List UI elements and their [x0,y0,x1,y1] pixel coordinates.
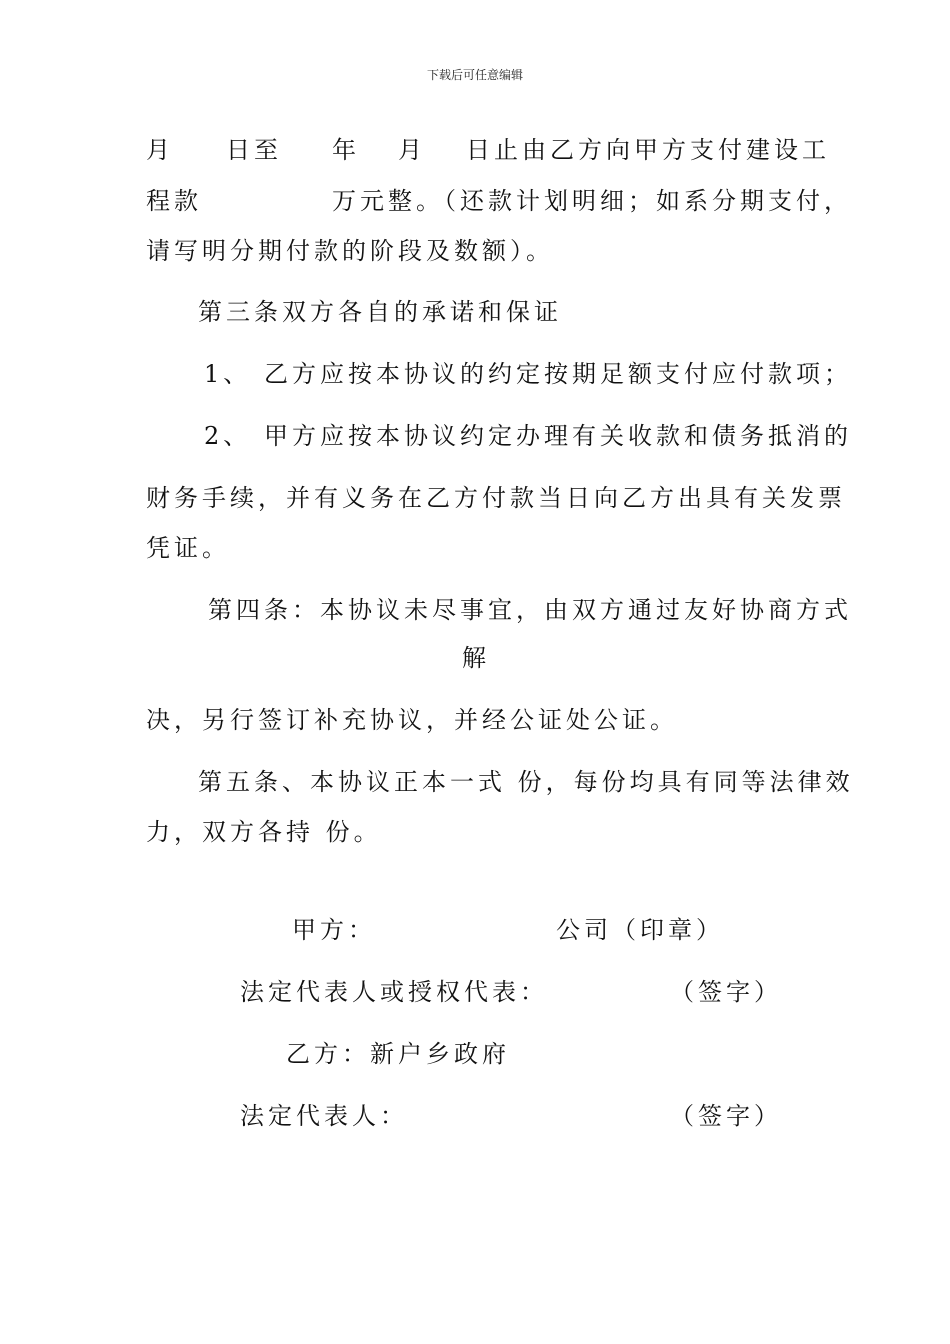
clause5-line2: 力，双方各持 份。 [146,818,382,846]
party-b-signature-label: （签字） [670,1102,782,1130]
payment-amount-sentence: 万元整。（还款计划明细；如系分期支付， [332,187,852,215]
clause5-line1: 第五条、本协议正本一式 份，每份均具有同等法律效 [198,768,854,796]
party-a-signature-label: （签字） [670,978,782,1006]
clause3-item2-continuation-end: 凭证。 [146,534,230,562]
clause3-item1-text: 乙方应按本协议的约定按期足额支付应付款项； [264,360,852,388]
date-year-label: 年 [332,136,360,164]
payment-sentence-line1: 日止由乙方向甲方支付建设工 [466,136,830,164]
payment-plan-note: 请写明分期付款的阶段及数额）。 [146,237,554,265]
clause4-line1: 第四条：本协议未尽事宜，由双方通过友好协商方式 [208,596,852,624]
party-a-representative-label: 法定代表人或授权代表： [240,978,548,1006]
clause3-item1-number: 1、 [204,360,252,388]
date-month-label: 月 [146,136,174,164]
clause3-title: 第三条双方各自的承诺和保证 [198,298,562,326]
party-a-company-seal: 公司（印章） [556,916,724,944]
date-day-to-label: 日至 [226,136,282,164]
party-a-label: 甲方： [292,916,376,944]
clause3-item2-number: 2、 [204,422,252,450]
clause4-line3: 决，另行签订补充协议，并经公证处公证。 [146,706,678,734]
party-b-label: 乙方：新户乡政府 [286,1040,510,1068]
clause4-line2: 解 [462,644,490,672]
page-header-note: 下载后可任意编辑 [426,68,523,82]
date-month2-label: 月 [398,136,426,164]
clause3-item2-continuation: 财务手续，并有义务在乙方付款当日向乙方出具有关发票 [146,484,846,512]
party-b-representative-label: 法定代表人： [240,1102,408,1130]
project-payment-label: 程款 [146,187,202,215]
clause3-item2-text: 甲方应按本协议约定办理有关收款和债务抵消的 [264,422,852,450]
